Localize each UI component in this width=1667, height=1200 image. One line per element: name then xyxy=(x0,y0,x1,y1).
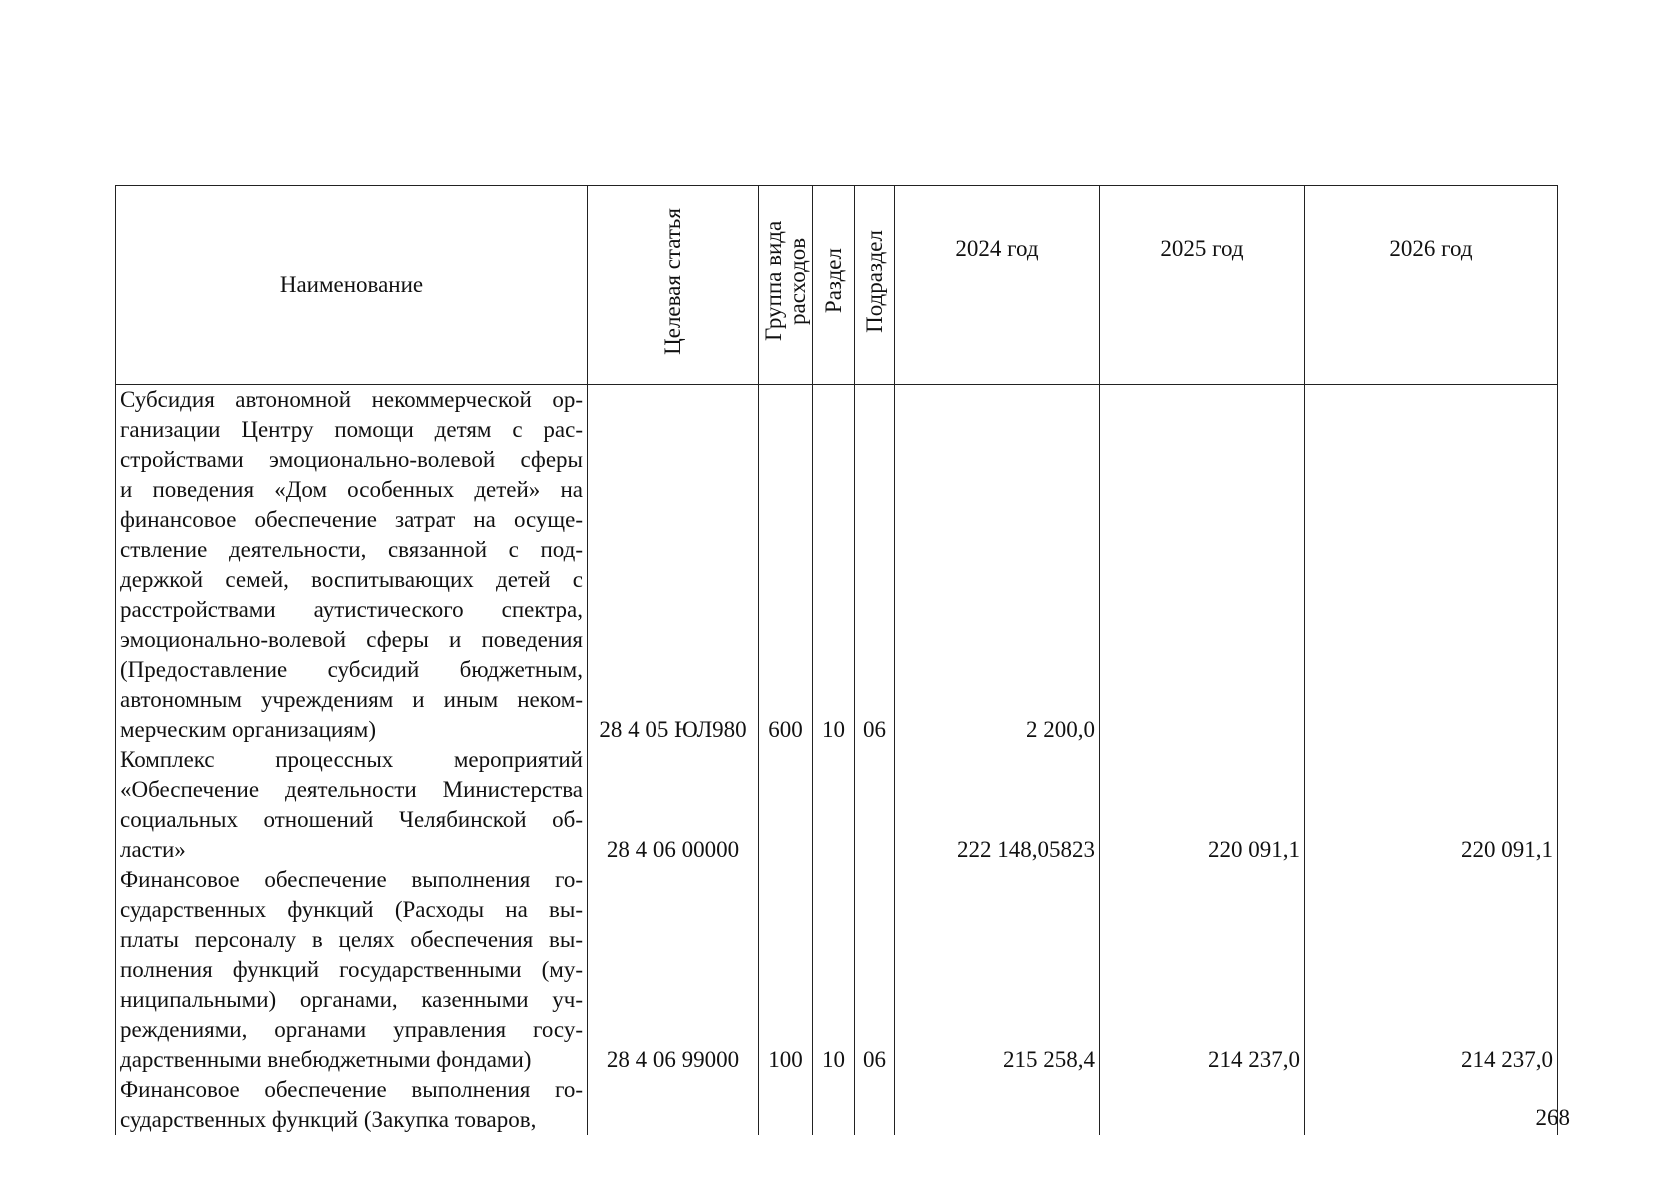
row-2025: 220 091,1 xyxy=(1100,745,1305,865)
row-target: 28 4 05 ЮЛ980 xyxy=(588,385,759,746)
row-name-line: дарственными внебюджетными фондами) xyxy=(120,1047,532,1072)
row-2026: 214 237,0 xyxy=(1305,865,1558,1075)
row-subsection: 06 xyxy=(855,865,895,1075)
row-name-line: и поведения «Дом особенных детей» на xyxy=(120,477,583,502)
row-target: 28 4 06 00000 xyxy=(588,745,759,865)
table-row xyxy=(116,385,1558,746)
header-name: Наименование xyxy=(116,186,588,385)
table-row xyxy=(116,1075,1558,1135)
row-name-line: расстройствами аутистического спектра, xyxy=(120,597,583,622)
row-group xyxy=(759,745,813,865)
row-2024: 215 258,4 xyxy=(895,865,1100,1075)
row-name-line: автономным учреждениям и иным неком- xyxy=(120,687,583,712)
row-2025: 214 237,0 xyxy=(1100,865,1305,1075)
row-2025 xyxy=(1100,1075,1305,1135)
table-body xyxy=(116,385,1558,1136)
page-number: 268 xyxy=(1535,1105,1570,1130)
table-row xyxy=(116,865,1558,1075)
row-name-line: полнения функций государственными (му- xyxy=(120,957,583,982)
row-name-line: ствление деятельности, связанной с под- xyxy=(120,537,583,562)
row-2026 xyxy=(1305,385,1558,746)
header-target xyxy=(588,186,759,385)
row-group: 100 xyxy=(759,865,813,1075)
table-header xyxy=(116,186,1558,385)
row-name-line: Финансовое обеспечение выполнения го- xyxy=(120,1077,583,1102)
row-group: 600 xyxy=(759,385,813,746)
row-name xyxy=(116,1075,588,1135)
row-name-line: Комплекс процессных мероприятий xyxy=(120,747,583,772)
row-2025 xyxy=(1100,385,1305,746)
row-name-line: мерческим организациям) xyxy=(120,717,376,742)
header-2026: 2026 год xyxy=(1305,186,1558,385)
row-2026: 220 091,1 xyxy=(1305,745,1558,865)
row-2024 xyxy=(895,1075,1100,1135)
row-section: 10 xyxy=(813,385,855,746)
row-section: 10 xyxy=(813,865,855,1075)
row-name xyxy=(116,385,588,746)
row-name-line: ниципальными) органами, казенными уч- xyxy=(120,987,583,1012)
row-name-line: стройствами эмоционально-волевой сферы xyxy=(120,447,583,472)
row-name-line: «Обеспечение деятельности Министерства xyxy=(120,777,583,802)
table-row xyxy=(116,745,1558,865)
row-name xyxy=(116,745,588,865)
row-name-line: финансовое обеспечение затрат на осуще- xyxy=(120,507,583,532)
row-subsection xyxy=(855,745,895,865)
row-section xyxy=(813,745,855,865)
row-name-line: Финансовое обеспечение выполнения го- xyxy=(120,867,583,892)
row-name-line: ласти» xyxy=(120,837,186,862)
row-name xyxy=(116,865,588,1075)
row-name-line: реждениями, органами управления госу- xyxy=(120,1017,583,1042)
row-subsection xyxy=(855,1075,895,1135)
header-2024: 2024 год xyxy=(895,186,1100,385)
row-name-line: платы персоналу в целях обеспечения вы- xyxy=(120,927,583,952)
row-name-line: держкой семей, воспитывающих детей с xyxy=(120,567,583,592)
header-group xyxy=(759,186,813,385)
header-section-label: Раздел xyxy=(820,248,846,314)
header-section xyxy=(813,186,855,385)
header-subsection xyxy=(855,186,895,385)
header-subsection-label: Подраздел xyxy=(861,229,887,333)
row-target xyxy=(588,1075,759,1135)
header-2025: 2025 год xyxy=(1100,186,1305,385)
row-name-line: Субсидия автономной некоммерческой ор- xyxy=(120,387,583,412)
header-group-label: Группа вида расходов xyxy=(760,220,810,342)
row-section xyxy=(813,1075,855,1135)
row-target: 28 4 06 99000 xyxy=(588,865,759,1075)
row-2024: 2 200,0 xyxy=(895,385,1100,746)
row-2024: 222 148,05823 xyxy=(895,745,1100,865)
row-name-line: сударственных функций (Закупка товаров, xyxy=(120,1107,537,1132)
row-name-line: социальных отношений Челябинской об- xyxy=(120,807,583,832)
row-subsection: 06 xyxy=(855,385,895,746)
row-group xyxy=(759,1075,813,1135)
row-name-line: сударственных функций (Расходы на вы- xyxy=(120,897,583,922)
header-target-label: Целевая статья xyxy=(660,207,685,355)
budget-table xyxy=(115,185,1558,1135)
row-name-line: (Предоставление субсидий бюджетным, xyxy=(120,657,583,682)
row-name-line: эмоционально-волевой сферы и поведения xyxy=(120,627,583,652)
row-name-line: ганизации Центру помощи детям с рас- xyxy=(120,417,583,442)
